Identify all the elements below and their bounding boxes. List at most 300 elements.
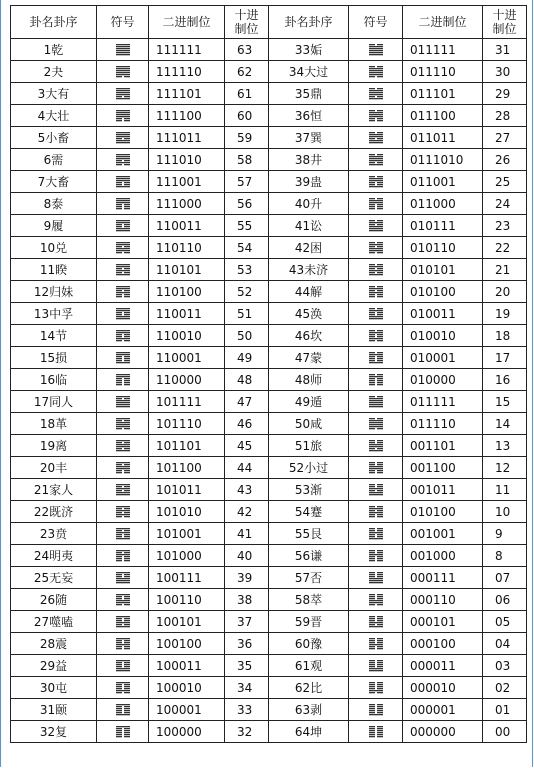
decimal-value: 54 [225,237,269,259]
hexagram-symbol [349,325,403,347]
yang-line [116,418,130,419]
yin-line [369,726,375,727]
hexagram-icon [116,88,130,100]
yang-line [116,638,130,639]
binary-value: 101111 [149,391,225,413]
decimal-value: 11 [483,479,527,501]
yin-line [377,378,383,379]
yin-line [377,704,383,705]
yang-line [369,94,383,95]
hexagram-name: 46坎 [269,325,349,347]
yin-line [124,470,130,471]
yin-line [369,442,375,443]
yin-line [124,640,130,641]
hexagram-lines [116,506,130,518]
yin-line [369,514,375,515]
yin-line [116,728,122,729]
yin-line [369,380,375,381]
yin-line [116,378,122,379]
yin-line [124,596,130,597]
yang-line [369,178,383,179]
yin-line [369,220,375,221]
table-row [11,237,527,259]
hexagram-lines [116,264,130,276]
decimal-value: 24 [483,193,527,215]
hexagram-symbol [349,61,403,83]
table-row [11,567,527,589]
yin-line [116,490,122,491]
yang-line [116,644,130,645]
hexagram-name: 14节 [11,325,97,347]
table-row [11,457,527,479]
decimal-value: 22 [483,237,527,259]
hexagram-lines [369,264,383,276]
yang-line [369,72,383,73]
yang-line [369,508,383,509]
binary-value: 111001 [149,171,225,193]
hexagram-icon [369,154,383,166]
hexagram-icon [116,638,130,650]
hexagram-symbol [97,523,149,545]
yin-line [377,684,383,685]
decimal-value: 02 [483,677,527,699]
yin-line [124,360,130,361]
hexagram-icon [369,704,383,716]
yin-line [377,206,383,207]
hexagram-lines [369,220,383,232]
hexagram-name: 16临 [11,369,97,391]
hexagram-name: 29益 [11,655,97,677]
hexagram-icon [116,396,130,408]
hexagram-symbol [349,149,403,171]
yin-line [124,712,130,713]
hexagram-icon [369,616,383,628]
yang-line [116,44,130,45]
yin-line [377,576,383,577]
hexagram-icon [369,506,383,518]
yang-line [369,582,383,583]
header-decimal-line2: 制位 [492,22,517,36]
hexagram-symbol [349,611,403,633]
hexagram-symbol [349,39,403,61]
yin-line [369,120,375,121]
hexagram-symbol [349,413,403,435]
hexagram-icon [369,198,383,210]
hexagram-name: 3大有 [11,83,97,105]
hexagram-icon [369,66,383,78]
yang-line [116,202,130,203]
yin-line [369,576,375,577]
yang-line [116,354,130,355]
binary-value: 000000 [403,721,483,743]
yin-line [369,704,375,705]
binary-value: 000011 [403,655,483,677]
yin-line [377,618,383,619]
yin-line [369,560,375,561]
hexagram-symbol [97,479,149,501]
yin-line [124,508,130,509]
yin-line [116,184,122,185]
yin-line [124,96,130,97]
hexagram-symbol [349,347,403,369]
yin-line [124,624,130,625]
yin-line [124,76,130,77]
yang-line [116,578,130,579]
yang-line [116,98,130,99]
yin-line [124,574,130,575]
yin-line [369,314,375,315]
yin-line [116,604,122,605]
yin-line [116,224,122,225]
decimal-value: 50 [225,325,269,347]
hexagram-symbol [349,501,403,523]
yin-line [377,736,383,737]
yin-line [369,706,375,707]
hexagram-icon [116,440,130,452]
decimal-value: 13 [483,435,527,457]
binary-value: 010100 [403,281,483,303]
yin-line [377,706,383,707]
yin-line [377,380,383,381]
yang-line [369,714,383,715]
hexagram-symbol [349,655,403,677]
table-row [11,171,527,193]
hexagram-icon [369,484,383,496]
decimal-value: 17 [483,347,527,369]
table-row [11,193,527,215]
hexagram-lines [369,440,383,452]
hexagram-lines [369,110,383,122]
yang-line [369,580,383,581]
hexagram-icon [116,44,130,56]
table-row [11,369,527,391]
yin-line [369,534,375,535]
table-row [11,479,527,501]
hexagram-symbol [97,655,149,677]
yin-line [377,428,383,429]
hexagram-lines [116,132,130,144]
yang-line [369,310,383,311]
hexagram-name: 60豫 [269,633,349,655]
hexagram-icon [116,550,130,562]
decimal-value: 42 [225,501,269,523]
yang-line [369,112,383,113]
hexagram-name: 51旅 [269,435,349,457]
table-row [11,391,527,413]
hexagram-icon [369,264,383,276]
yang-line [369,600,383,601]
yin-line [116,182,122,183]
hexagram-symbol [97,61,149,83]
yang-line [116,622,130,623]
yin-line [124,358,130,359]
yin-line [377,132,383,133]
decimal-value: 29 [483,83,527,105]
yang-line [116,154,130,155]
hexagram-lines [116,110,130,122]
hexagram-icon [116,198,130,210]
binary-value: 111010 [149,149,225,171]
yin-line [369,684,375,685]
yin-line [116,560,122,561]
yin-line [124,384,130,385]
yang-line [116,248,130,249]
yin-line [377,556,383,557]
yin-line [377,224,383,225]
yin-line [124,552,130,553]
yang-line [369,266,383,267]
yang-line [116,450,130,451]
binary-value: 110100 [149,281,225,303]
hexagram-symbol [349,259,403,281]
yang-line [369,318,383,319]
yin-line [369,472,375,473]
binary-value: 010010 [403,325,483,347]
yin-line [124,224,130,225]
decimal-value: 06 [483,589,527,611]
yin-line [116,118,122,119]
hexagram-lines [116,176,130,188]
hexagram-icon [369,550,383,562]
decimal-value: 56 [225,193,269,215]
hexagram-name: 36恒 [269,105,349,127]
yin-line [377,660,383,661]
binary-value: 111100 [149,105,225,127]
decimal-value: 62 [225,61,269,83]
yin-line [369,712,375,713]
hexagram-icon [116,220,130,232]
yin-line [116,336,122,337]
yang-line [369,114,383,115]
yang-line [116,46,130,47]
yang-line [369,226,383,227]
hexagram-lines [369,550,383,562]
yin-line [369,138,375,139]
yin-line [377,88,383,89]
yin-line [124,642,130,643]
decimal-value: 33 [225,699,269,721]
hexagram-name: 44解 [269,281,349,303]
yin-line [369,132,375,133]
yang-line [369,538,383,539]
header-name-right: 卦名卦序 [269,6,349,39]
hexagram-lines [116,396,130,408]
header-decimal-right [483,6,527,39]
binary-value: 000001 [403,699,483,721]
yang-line [116,362,130,363]
yang-line [116,400,130,401]
yang-line [369,426,383,427]
hexagram-symbol [97,545,149,567]
yin-line [124,340,130,341]
yin-line [377,558,383,559]
decimal-value: 16 [483,369,527,391]
yin-line [116,646,122,647]
yang-line [369,140,383,141]
decimal-value: 52 [225,281,269,303]
yang-line [369,160,383,161]
yin-line [124,164,130,165]
yin-line [116,710,122,711]
hexagram-symbol [97,325,149,347]
yang-line [369,288,383,289]
hexagram-lines [369,66,383,78]
hexagram-icon [116,110,130,122]
yin-line [369,572,375,573]
yin-line [377,176,383,177]
binary-value: 101001 [149,523,225,545]
yang-line [116,180,130,181]
hexagram-icon [116,682,130,694]
yang-line [116,92,130,93]
yin-line [116,290,122,291]
table-row [11,523,527,545]
yin-line [124,728,130,729]
yang-line [116,48,130,49]
hexagram-icon [116,66,130,78]
hexagram-symbol [349,303,403,325]
decimal-value: 9 [483,523,527,545]
decimal-value: 23 [483,215,527,237]
hexagram-lines [116,726,130,738]
yin-line [369,710,375,711]
yang-line [116,426,130,427]
yin-line [369,176,375,177]
hexagram-icon [369,330,383,342]
yang-line [116,52,130,53]
yin-line [377,624,383,625]
yang-line [116,600,130,601]
yang-line [369,270,383,271]
yang-line [116,580,130,581]
yin-line [369,312,375,313]
yang-line [116,292,130,293]
hexagram-symbol [97,699,149,721]
header-decimal-left [225,6,269,39]
yin-line [377,730,383,731]
decimal-value: 14 [483,413,527,435]
yang-line [116,94,130,95]
yin-line [377,110,383,111]
yin-line [377,448,383,449]
yang-line [369,92,383,93]
hexagram-icon [369,396,383,408]
yang-line [116,626,130,627]
table-row [11,61,527,83]
yang-line [369,690,383,691]
yin-line [369,664,375,665]
yang-line [116,158,130,159]
table-row [11,655,527,677]
hexagram-icon [369,88,383,100]
yin-line [124,290,130,291]
yin-line [124,294,130,295]
yang-line [369,512,383,513]
hexagram-name: 18革 [11,413,97,435]
hexagram-icon [369,594,383,606]
yang-line [116,198,130,199]
hexagram-lines [116,682,130,694]
hexagram-name: 34大过 [269,61,349,83]
yang-line [116,376,130,377]
hexagram-name: 20丰 [11,457,97,479]
yin-line [369,182,375,183]
yin-line [369,686,375,687]
hexagram-symbol [97,127,149,149]
yin-line [377,596,383,597]
decimal-value: 07 [483,567,527,589]
hexagram-symbol [349,721,403,743]
yin-line [369,336,375,337]
yang-line [116,462,130,463]
yin-line [116,692,122,693]
yin-line [377,552,383,553]
yang-line [369,250,383,251]
hexagram-symbol [349,677,403,699]
hexagram-lines [116,198,130,210]
hexagram-lines [369,594,383,606]
yang-line [116,444,130,445]
hexagram-lines [116,616,130,628]
decimal-value: 41 [225,523,269,545]
yang-line [116,66,130,67]
yin-line [377,314,383,315]
yang-line [369,50,383,51]
hexagram-name: 32复 [11,721,97,743]
yin-line [369,486,375,487]
hexagram-icon [369,242,383,254]
yin-line [124,356,130,357]
yang-line [369,404,383,405]
yin-line [116,620,122,621]
binary-value: 011111 [403,391,483,413]
yin-line [369,286,375,287]
binary-value: 110000 [149,369,225,391]
yang-line [369,670,383,671]
hexagram-icon [369,352,383,364]
decimal-value: 04 [483,633,527,655]
yang-line [369,186,383,187]
hexagram-name: 13中孚 [11,303,97,325]
yin-line [124,420,130,421]
hexagram-icon [369,572,383,584]
hexagram-lines [369,484,383,496]
decimal-value: 00 [483,721,527,743]
yin-line [377,648,383,649]
yin-line [369,246,375,247]
yin-line [124,576,130,577]
yin-line [124,536,130,537]
decimal-value: 37 [225,611,269,633]
yin-line [377,620,383,621]
hexagram-icon [116,418,130,430]
yin-line [116,120,122,121]
hexagram-icon [116,132,130,144]
yin-line [116,380,122,381]
hexagram-name: 21家人 [11,479,97,501]
hexagram-icon [369,660,383,672]
hexagram-symbol [97,237,149,259]
yin-line [369,728,375,729]
hexagram-name: 39蛊 [269,171,349,193]
yin-line [124,378,130,379]
yin-line [116,640,122,641]
yang-line [116,178,130,179]
yang-line [369,422,383,423]
hexagram-icon [116,660,130,672]
table-row [11,303,527,325]
yin-line [124,530,130,531]
